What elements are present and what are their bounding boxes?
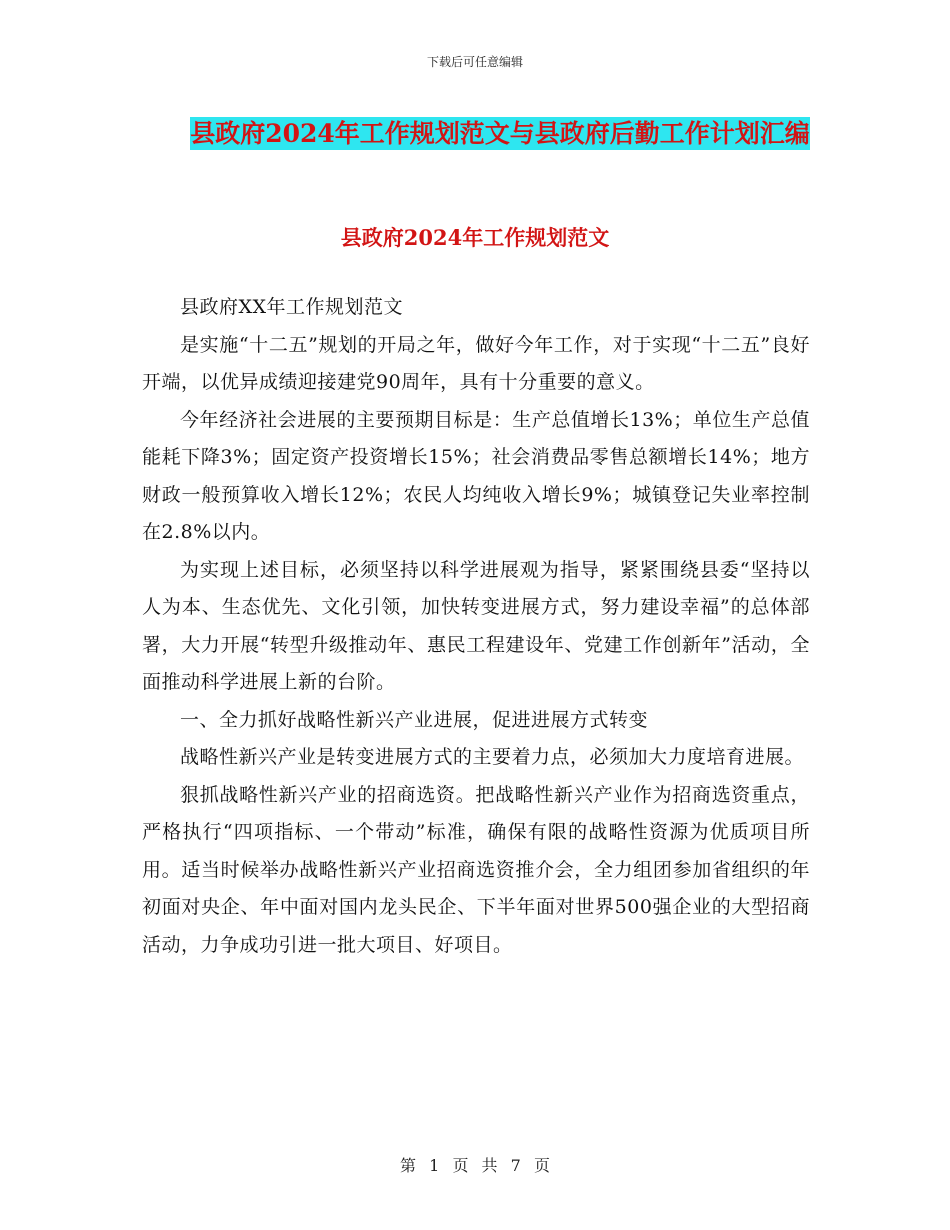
footer-label-unit: 页 [452,1156,469,1175]
paragraph: 是实施“十二五”规划的开局之年，做好今年工作，对于实现“十二五”良好开端，以优异成绩迎接建党90周年，具有十分重要的意义。 [142,333,810,393]
paragraph-heading: 一、全力抓好战略性新兴产业进展，促进进展方式转变 [180,708,649,731]
footer-label-unit-end: 页 [533,1156,550,1175]
paragraph: 县政府XX年工作规划范文 [180,296,404,318]
paragraph: 今年经济社会进展的主要预期目标是：生产总值增长13%；单位生产总值能耗下降3%；固定资产投资增长15%；社会消费品零售总额增长14%；地方财政一般预算收入增长12%；农民人均纯收入增长9%；城镇登记失业率控制在2.8%以内。 [142,408,810,543]
footer-total-pages: 7 [510,1156,521,1175]
paragraph: 战略性新兴产业是转变进展方式的主要着力点，必须加大力度培育进展。 [180,746,805,768]
section-title: 县政府2024年工作规划范文 [340,225,610,250]
footer-current-page: 1 [429,1156,440,1175]
footer-label-page: 第 [400,1156,417,1175]
document-main-title [140,110,860,158]
footer-label-total: 共 [481,1156,498,1175]
main-title-text: 县政府2024年工作规划范文与县政府后勤工作计划汇编 [190,119,810,148]
header-note: 下载后可任意编辑 [426,55,523,69]
document-body [142,289,810,964]
paragraph: 为实现上述目标，必须坚持以科学进展观为指导，紧紧围绕县委“坚持以人为本、生态优先、文化引领，加快转变进展方式，努力建设幸福”的总体部署，大力开展“转型升级推动年、惠民工程建设年、党建工作创新年”活动，全面推动科学进展上新的台阶。 [142,558,810,693]
paragraph: 狠抓战略性新兴产业的招商选资。把战略性新兴产业作为招商选资重点，严格执行“四项指标、一个带动”标准，确保有限的战略性资源为优质项目所用。适当时候举办战略性新兴产业招商选资推介会，全力组团参加省组织的年初面对央企、年中面对国内龙头民企、下半年面对世界500强企业的大型招商活动，力争成功引进一批大项目、好项目。 [142,783,810,956]
page-footer [0,1153,950,1176]
